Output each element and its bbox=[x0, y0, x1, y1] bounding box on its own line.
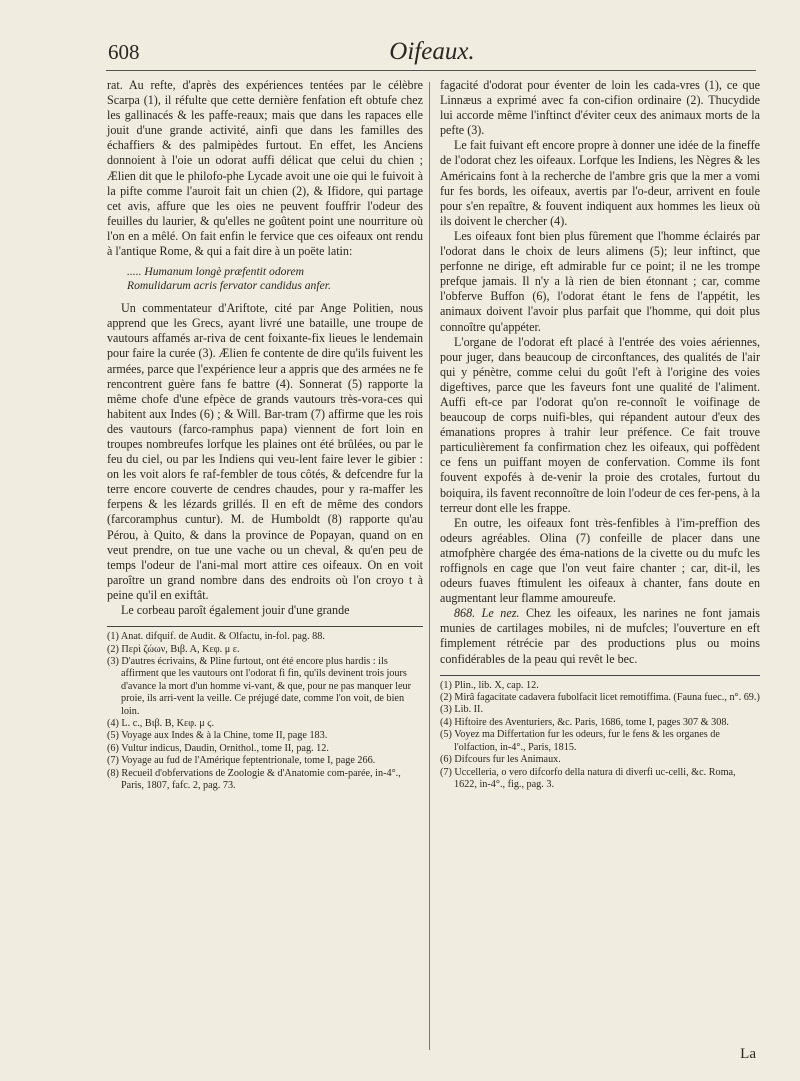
footnote-rule bbox=[440, 675, 760, 676]
footnote: (5) Voyez ma Differtation fur les odeurs, fur le fens & les organes de l'olfaction, in-4°., Paris, 1815. bbox=[440, 729, 720, 753]
paragraph: L'organe de l'odorat eft placé à l'entrée des voies aériennes, pour juger, dans beaucoup de circonftances, des qualités de l'air qui y pénètre, comme celui du goût l'eft à l'origine des voies digeftives, parce que les faveurs font une qualité de l'aliment. Auffi eft-ce par l'odorat qu'on re-connoît le voifinage de beaucoup de corps nuifi-bles, qui répandent autour d'eux des émanations propres à trahir leur préfence. Ce fait trouve particulièrement fa confirmation chez les oifeaux, qui poffèdent ce fens un puiffant moyen de confervation. Comme ils font fouvent expofés à de-venir la proie des crotales, furtout du boiquira, ils favent reconnoître de loin l'odeur de ces fer-pens, à la terreur dont elle les frappe. bbox=[440, 334, 760, 515]
page-number: 608 bbox=[108, 40, 140, 64]
footnote: (3) Lib. II. bbox=[440, 704, 483, 716]
footnote: (5) Voyage aux Indes & à la Chine, tome II, page 183. bbox=[107, 730, 328, 742]
left-column bbox=[107, 78, 423, 792]
section-text: Chez les oifeaux, les narines ne font jamais munies de cartilages mobiles, ni de mufcles; l'ouverture en eft fimplement rétrécie par des productions plus ou moins confidérables de la peau qui revêt le bec. bbox=[440, 606, 760, 666]
footnote-rule bbox=[107, 626, 423, 627]
section-heading: 868. Le nez. bbox=[454, 606, 520, 621]
footnotes-left bbox=[107, 631, 423, 792]
right-column bbox=[440, 78, 760, 791]
footnote: (1) Plin., lib. X, cap. 12. bbox=[440, 679, 539, 691]
section-paragraph bbox=[440, 606, 760, 666]
paragraph: Le corbeau paroît également jouir d'une grande bbox=[121, 603, 350, 617]
footnote: (7) Voyage au fud de l'Amérique feptentrionale, tome I, page 266. bbox=[107, 755, 376, 767]
paragraph: Le fait fuivant eft encore propre à donner une idée de la fineffe de l'odorat chez les oifeaux. Lorfque les Indiens, les Nègres & les Américains font à la recherche de l'ambre gris que la mer a vomi fur fes bords, les oifeaux, avertis par l'o-deur, arrivent en foule pour s'en repaître, & fouvent indiquent aux hommes les lieux où ils doivent le chercher (4). bbox=[440, 138, 760, 228]
footnote: (8) Recueil d'obfervations de Zoologie & d'Anatomie com-parée, in-4°., Paris, 1807, fafc. 2, pag. 73. bbox=[107, 767, 401, 791]
quote-line: Romulidarum acris fervator candidus anfer. bbox=[127, 279, 331, 293]
footnote: (2) Mirâ fagacitate cadavera fubolfacit licet remotiffima. (Fauna fuec., n°. 69.) bbox=[440, 692, 760, 704]
footnote: (2) Περὶ ζώων, Βιβ. Α, Κεφ. μ ε. bbox=[107, 643, 240, 655]
paragraph: fagacité d'odorat pour éventer de loin les cada-vres (1), ce que Linnæus a exprimé avec fa con-cifion ordinaire (2). Thucydide lui accorde même l'inftinct d'éviter ceux des animaux morts de la pefte (3). bbox=[440, 78, 760, 138]
column-rule bbox=[429, 82, 430, 1050]
paragraph: En outre, les oifeaux font très-fenfibles à l'im-preffion des odeurs agréables. Olina (7) confeille de placer dans une atmofphère chargée des éma-nations de la civette ou du mufc les roffignols en cage que l'on veut faire chanter ; car, dit-il, les odeurs fuaves ftimulent les oifeaux à chanter, fans doute en augmentant leur flamme amoureufe. bbox=[440, 515, 760, 606]
footnote: (7) Uccelleria, o vero difcorfo della natura di diverfi uc-celli, &c. Roma, 1622, in-4°., fig., pag. 3. bbox=[440, 766, 736, 790]
running-head bbox=[108, 40, 756, 70]
latin-quotation bbox=[107, 265, 423, 293]
catchword: La bbox=[740, 1046, 756, 1062]
footnote: (3) D'autres écrivains, & Pline furtout, ont été encore plus hardis : ils affirment que les vautours ont l'odorat fi fin, qu'ils devinent trois jours d'avance la mort d'un homme vi-vant, & que, pour ne pas manquer leur proie, ils arri-vent la veille. Ce préjugé date, comme l'on voit, de bien loin. bbox=[107, 655, 411, 717]
footnotes-right bbox=[440, 680, 760, 792]
quote-line: ..... Humanum longè præfentit odorem bbox=[127, 265, 305, 279]
paragraph: Un commentateur d'Ariftote, cité par Ange Politien, nous apprend que les Grecs, ayant livré une bataille, une troupe de vautours affamés ar-riva de cent foixante-fix lieues le lendemain pour faire la curée (3). Ælien fe contente de dire qu'ils fuivent les armées, parce que l'expérience leur a appris que des armées ne fe rencontrent guère fans fe battre (4). Sonnerat (5) rapporte la même chofe d'une efpèce de grands vautours très-vora-ces qui habitent aux Indes (6) ; & Will. Bar-tram (7) affirme que les rois des vautours (farco-ramphus papa) viennent de fort loin en troupes nombreufes lorfque les plaines ont été brûlées, ou par le feu du ciel, ou par les Indiens qui veu-lent faire lever le gibier : on les voit alors fe raf-fembler de tous côtés, & defcendre fur la terre encore couverte de cendres chaudes, pour y ra-maffer les ferpens & les lézards grillés. Il en eft de même des condors (farcoramphus cuntur). M. de Humboldt (8) rapporte qu'au Pérou, à Quito, & dans la province de Popayan, quand on en veut prendre, on tue une vache ou un cheval, & qu'en peu de temps l'odeur de l'ani-mal mort attire ces oifeaux. On en voit paroître un grand nombre dans des endroits où l'on croyo t à peine qu'il en exiftât. bbox=[107, 301, 423, 602]
paragraph: rat. Au refte, d'après des expériences tentées par le célèbre Scarpa (1), il réfulte que cette dernière fenfation eft obtufe chez les gallinacés & les paffe-reaux; mais que dans les rapaces elle jouit d'une grande activité, ainfi que dans les familles des échaffiers & des palmipèdes furtout. En effet, les Anciens donnoient à l'oie un odorat auffi délicat que celui du chien ; Ælien dit que le philofo-phe Lycade avoit une oie qui le fuivoit à la pifte comme l'auroit fait un chien (2), & Ifidore, qui partage cet avis, affure que les oies ne peuvent fouffrir l'odeur des feuilles du laurier, & qu'elles ne goûtent point une nourriture où l'on en a mêlé. On fait enfin le fervice que ces oifeaux ont rendu à l'antique Rome, & qui a fait dire à un poëte latin: bbox=[107, 78, 423, 259]
footnote: (1) Anat. difquif. de Audit. & Olfactu, in-fol. pag. 88. bbox=[107, 631, 325, 643]
running-title: Oifeaux. bbox=[389, 38, 475, 65]
footnote: (6) Vultur indicus, Daudin, Ornithol., tome II, pag. 12. bbox=[107, 742, 329, 754]
paragraph: Les oifeaux font bien plus fûrement que l'homme éclairés par l'odorat dans le choix de leurs alimens (5); leur inftinct, que perfonne ne dirige, eft admirable fur ce point; il ne les trompe prefque jamais. Il n'y a là rien de bien étonnant ; car, comme l'obferve Buffon (6), l'odorat étant le fens de l'appétit, les animaux doivent l'avoir plus parfait que l'homme, qui doit plus connoître qu'appéter. bbox=[440, 228, 760, 334]
header-rule bbox=[106, 70, 756, 71]
footnote: (6) Difcours fur les Animaux. bbox=[440, 754, 561, 766]
footnote: (4) Hiftoire des Aventuriers, &c. Paris, 1686, tome I, pages 307 & 308. bbox=[440, 716, 729, 728]
footnote: (4) L. c., Βιβ. Β, Κεφ. μ ϛ. bbox=[107, 717, 215, 729]
